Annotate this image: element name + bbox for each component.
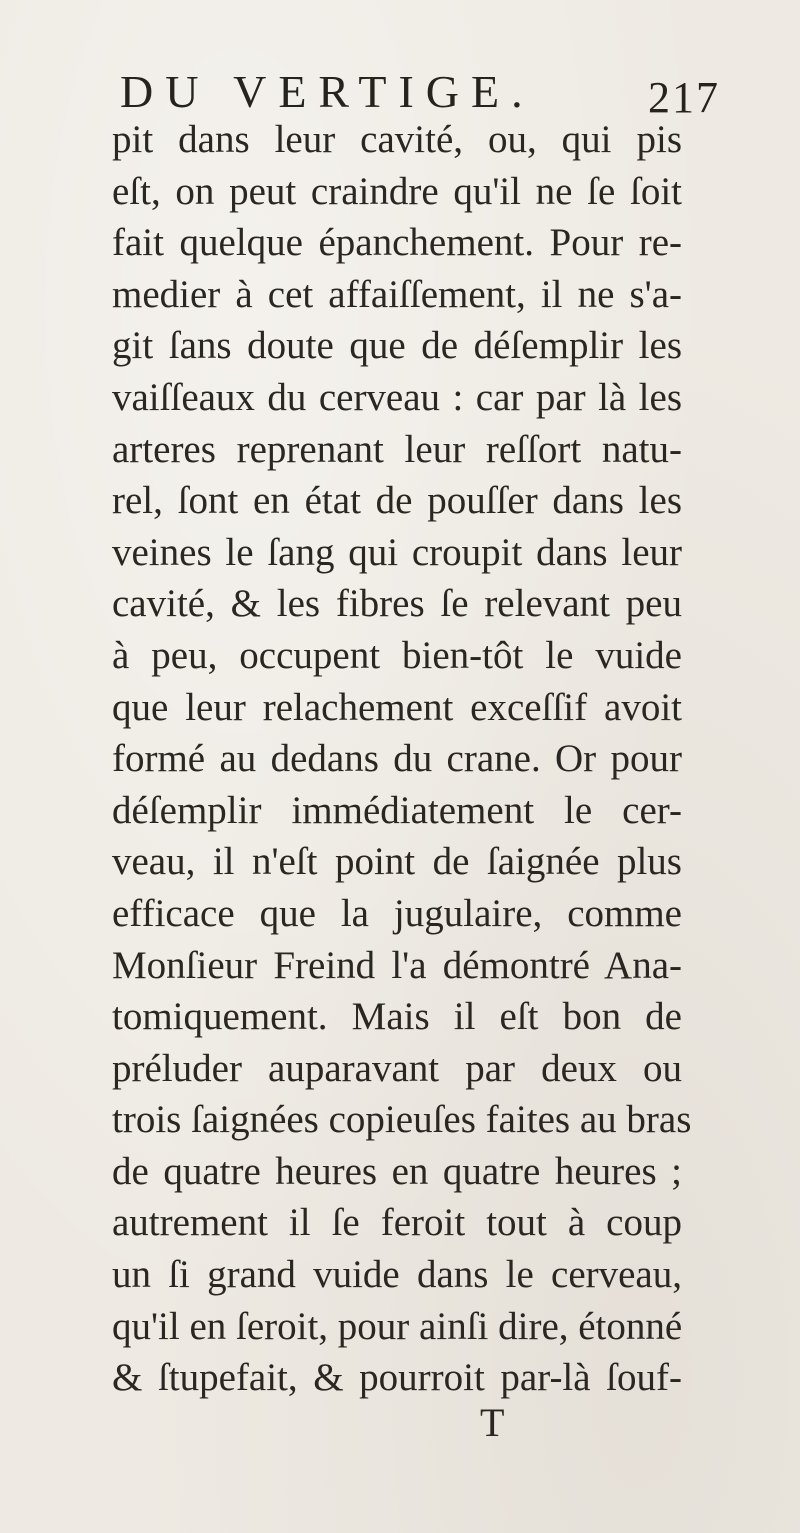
body-text: [112, 114, 692, 1404]
text-line: pit dans leur cavité, ou, qui pis: [112, 118, 682, 161]
text-line: rel, ſont en état de pouſſer dans les: [112, 479, 682, 523]
text-line: trois ſaignées copieuſes faites au bras: [112, 1098, 692, 1142]
text-line: eſt, on peut craindre qu'il ne ſe ſoit: [112, 169, 682, 213]
text-line: déſemplir immédiatement le cer-: [112, 788, 682, 832]
text-line: & ſtupefait, & pourroit par-là ſouf-: [112, 1356, 682, 1400]
text-line: préluder auparavant par deux ou: [112, 1046, 682, 1090]
text-line: veines le ſang qui croupit dans leur: [112, 530, 682, 574]
text-line: Monſieur Freind l'a démontré Ana-: [112, 943, 682, 987]
text-line: autrement il ſe feroit tout à coup: [112, 1201, 682, 1245]
text-line: arteres reprenant leur reſſort natu-: [112, 427, 682, 471]
text-line: un ſi grand vuide dans le cerveau,: [112, 1253, 682, 1297]
text-line: veau, il n'eſt point de ſaignée plus: [112, 840, 682, 884]
signature-mark: T: [480, 1400, 505, 1445]
text-line: medier à cet affaiſſement, il ne s'a-: [112, 272, 682, 316]
text-line: efficace que la jugulaire, comme: [112, 891, 682, 935]
running-title: DU VERTIGE.: [120, 66, 535, 117]
page-number: 217: [648, 73, 720, 122]
text-line: à peu, occupent bien-tôt le vuide: [112, 633, 682, 677]
text-line: git ſans doute que de déſemplir les: [112, 324, 682, 368]
page-header: [120, 62, 720, 122]
text-line: cavité, & les fibres ſe relevant peu: [112, 582, 682, 626]
text-line: de quatre heures en quatre heures ;: [112, 1149, 682, 1193]
text-line: tomiquement. Mais il eſt bon de: [112, 995, 682, 1039]
text-line: fait quelque épanchement. Pour re-: [112, 221, 682, 265]
text-line: formé au dedans du crane. Or pour: [112, 737, 682, 781]
text-line: que leur relachement exceſſif avoit: [112, 685, 682, 729]
text-line: qu'il en ſeroit, pour ainſi dire, étonné: [112, 1304, 683, 1348]
text-line: vaiſſeaux du cerveau : car par là les: [112, 375, 682, 419]
